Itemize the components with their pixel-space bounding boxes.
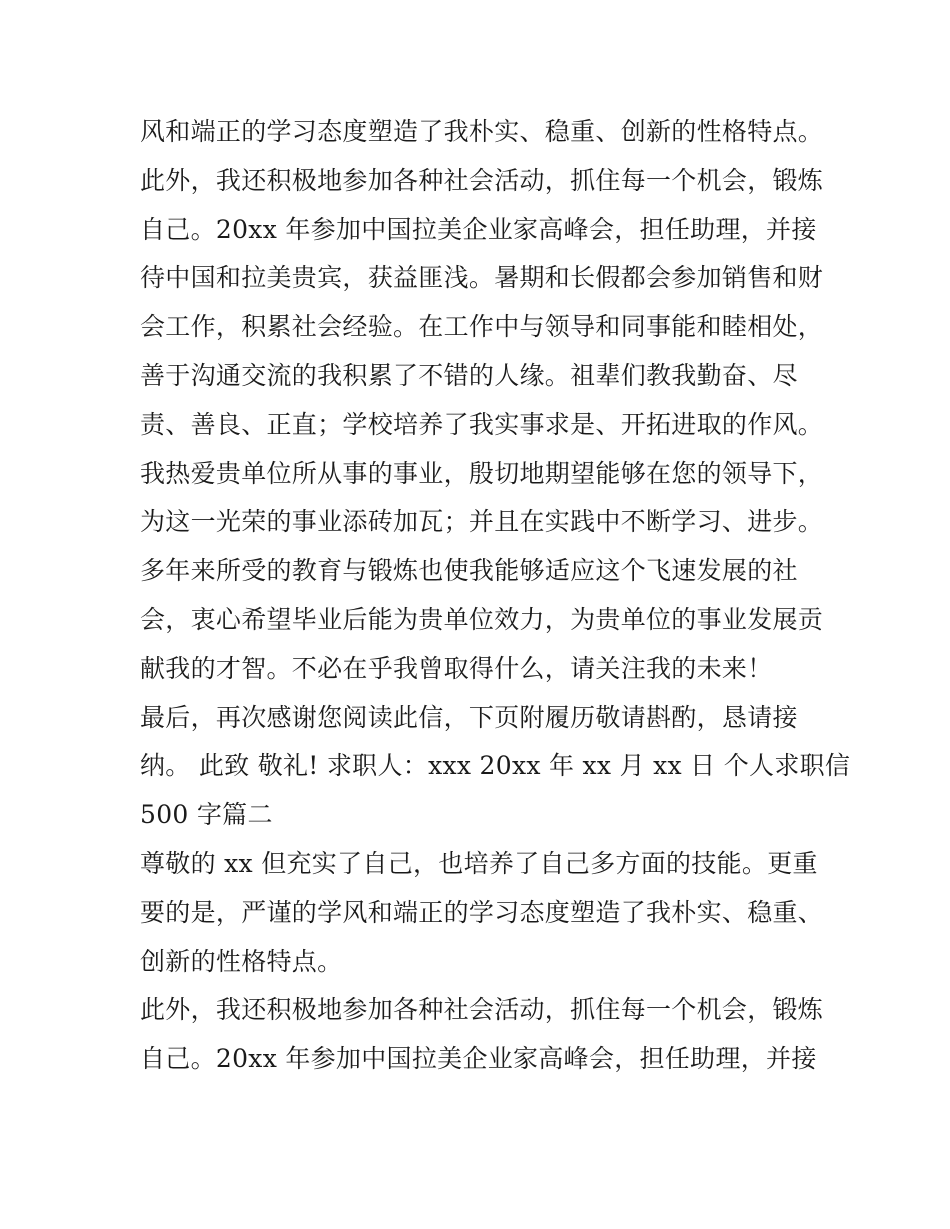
text-line: 善于沟通交流的我积累了不错的人缘。祖辈们教我勤奋、尽 — [140, 360, 798, 390]
text-line: 待中国和拉美贵宾，获益匪浅。暑期和长假都会参加销售和财 — [140, 263, 824, 293]
text-line: 为这一光荣的事业添砖加瓦；并且在实践中不断学习、进步。 — [140, 507, 824, 537]
text-line: 此外，我还积极地参加各种社会活动，抓住每一个机会，锻炼 — [140, 995, 824, 1025]
text-line: 我热爱贵单位所从事的事业，殷切地期望能够在您的领导下， — [140, 458, 824, 488]
text-line: 创新的性格特点。 — [140, 946, 343, 976]
text-line: 会工作，积累社会经验。在工作中与领导和同事能和睦相处， — [140, 312, 824, 342]
text-line: 多年来所受的教育与锻炼也使我能够适应这个飞速发展的社 — [140, 556, 798, 586]
document-body — [140, 108, 851, 1084]
text-line: 自己。20xx 年参加中国拉美企业家高峰会，担任助理，并接 — [140, 214, 817, 244]
text-line: 责、善良、正直；学校培养了我实事求是、开拓进取的作风。 — [140, 409, 824, 439]
text-line: 献我的才智。不必在乎我曾取得什么，请关注我的未来！ — [140, 653, 773, 683]
text-line: 尊敬的 xx 但充实了自己，也培养了自己多方面的技能。更重 — [140, 848, 818, 878]
text-line: 要的是，严谨的学风和端正的学习态度塑造了我朴实、稳重、 — [140, 897, 824, 927]
text-line: 风和端正的学习态度塑造了我朴实、稳重、创新的性格特点。 — [140, 117, 824, 146]
text-line: 最后，再次感谢您阅读此信，下页附履历敬请斟酌，恳请接 — [140, 702, 798, 732]
text-line: 会，衷心希望毕业后能为贵单位效力，为贵单位的事业发展贡 — [140, 604, 824, 634]
text-line: 此外，我还积极地参加各种社会活动，抓住每一个机会，锻炼 — [140, 165, 824, 195]
text-line: 纳。 此致 敬礼! 求职人：xxx 20xx 年 xx 月 xx 日 个人求职信 — [140, 751, 851, 781]
text-line: 自己。20xx 年参加中国拉美企业家高峰会，担任助理，并接 — [140, 1044, 817, 1074]
section-heading-line: 500 字篇二 — [140, 800, 273, 830]
